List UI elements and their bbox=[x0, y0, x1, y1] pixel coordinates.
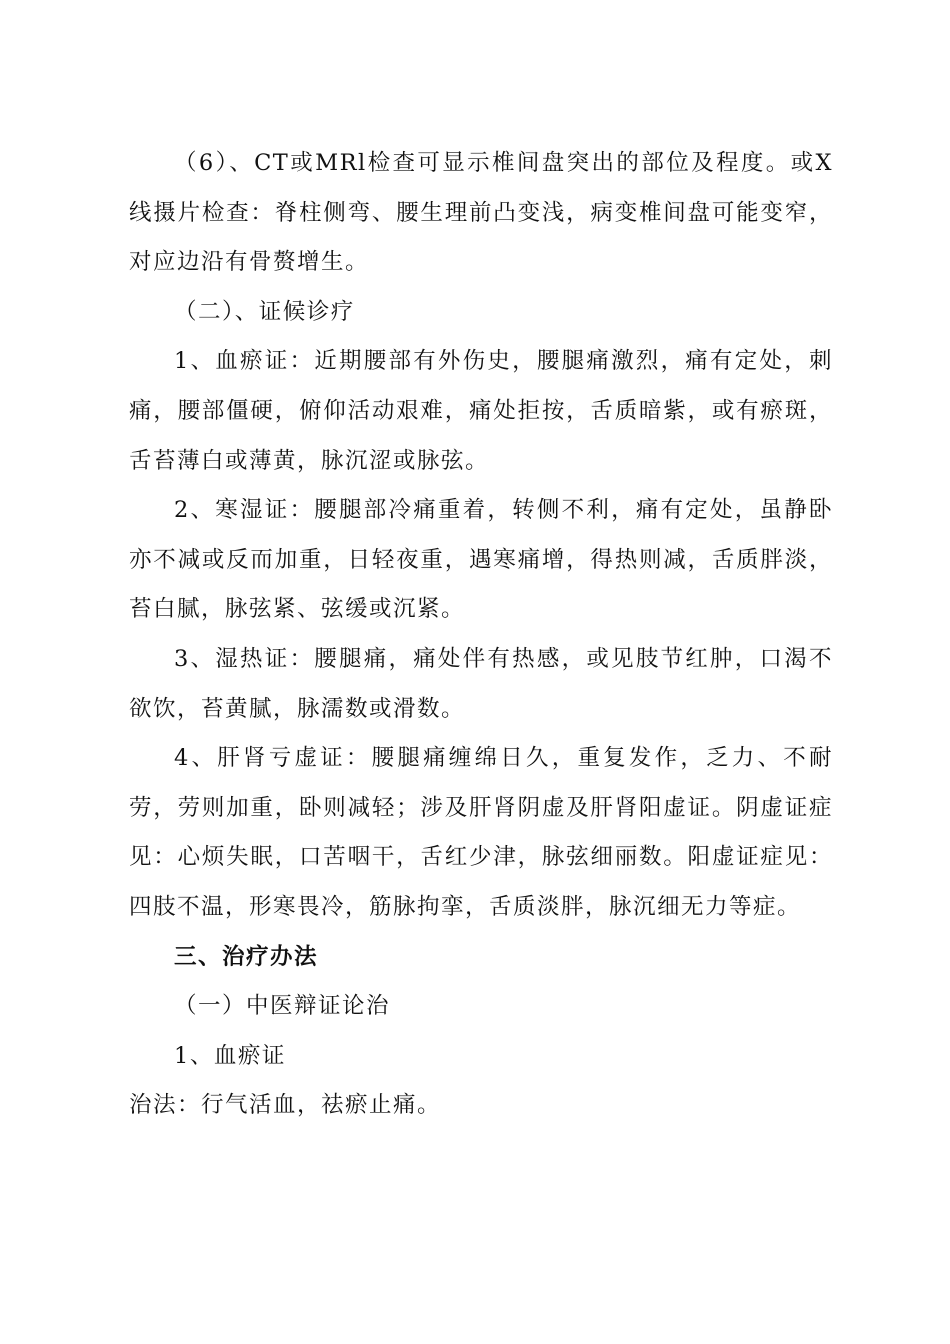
paragraph-cold-damp: 2、寒湿证：腰腿部冷痛重着，转侧不利，痛有定处，虽静卧亦不减或反而加重，日轻夜重，遇寒痛增，得热则减，舌质胖淡，苔白腻，脉弦紧、弦缓或沉紧。 bbox=[129, 497, 833, 623]
item-heading-blood-stasis: 1、血瘀证 bbox=[174, 1042, 286, 1069]
paragraph-damp-heat: 3、湿热证：腰腿痛，痛处伴有热感，或见肢节红肿，口渴不欲饮，苔黄腻，脉濡数或滑数。 bbox=[129, 645, 833, 722]
paragraph-imaging-exam: （6）、CT或MRl检查可显示椎间盘突出的部位及程度。或X线摄片检查：脊柱侧弯、腰生理前凸变浅，病变椎间盘可能变窄，对应边沿有骨赘增生。 bbox=[129, 150, 833, 276]
paragraph-treatment-method: 治法：行气活血，祛瘀止痛。 bbox=[129, 1092, 442, 1119]
subsection-heading-tcm: （一）中医辩证论治 bbox=[174, 993, 391, 1020]
section-heading-syndrome-diagnosis: （二）、证候诊疗 bbox=[174, 298, 355, 325]
paragraph-blood-stasis: 1、血瘀证：近期腰部有外伤史，腰腿痛激烈，痛有定处，刺痛，腰部僵硬，俯仰活动艰难，痛处拒按，舌质暗紫，或有瘀斑，舌苔薄白或薄黄，脉沉涩或脉弦。 bbox=[129, 348, 833, 474]
paragraph-liver-kidney-deficiency: 4、肝肾亏虚证：腰腿痛缠绵日久，重复发作，乏力、不耐劳，劳则加重，卧则减轻；涉及肝肾阴虚及肝肾阳虚证。阴虚证症见：心烦失眠，口苦咽干，舌红少津，脉弦细丽数。阳虚证症见：四肢不温，形寒畏冷，筋脉拘挛，舌质淡胖，脉沉细无力等症。 bbox=[129, 745, 833, 920]
document-body bbox=[129, 139, 833, 1131]
section-heading-treatment: 三、治疗办法 bbox=[174, 943, 319, 970]
